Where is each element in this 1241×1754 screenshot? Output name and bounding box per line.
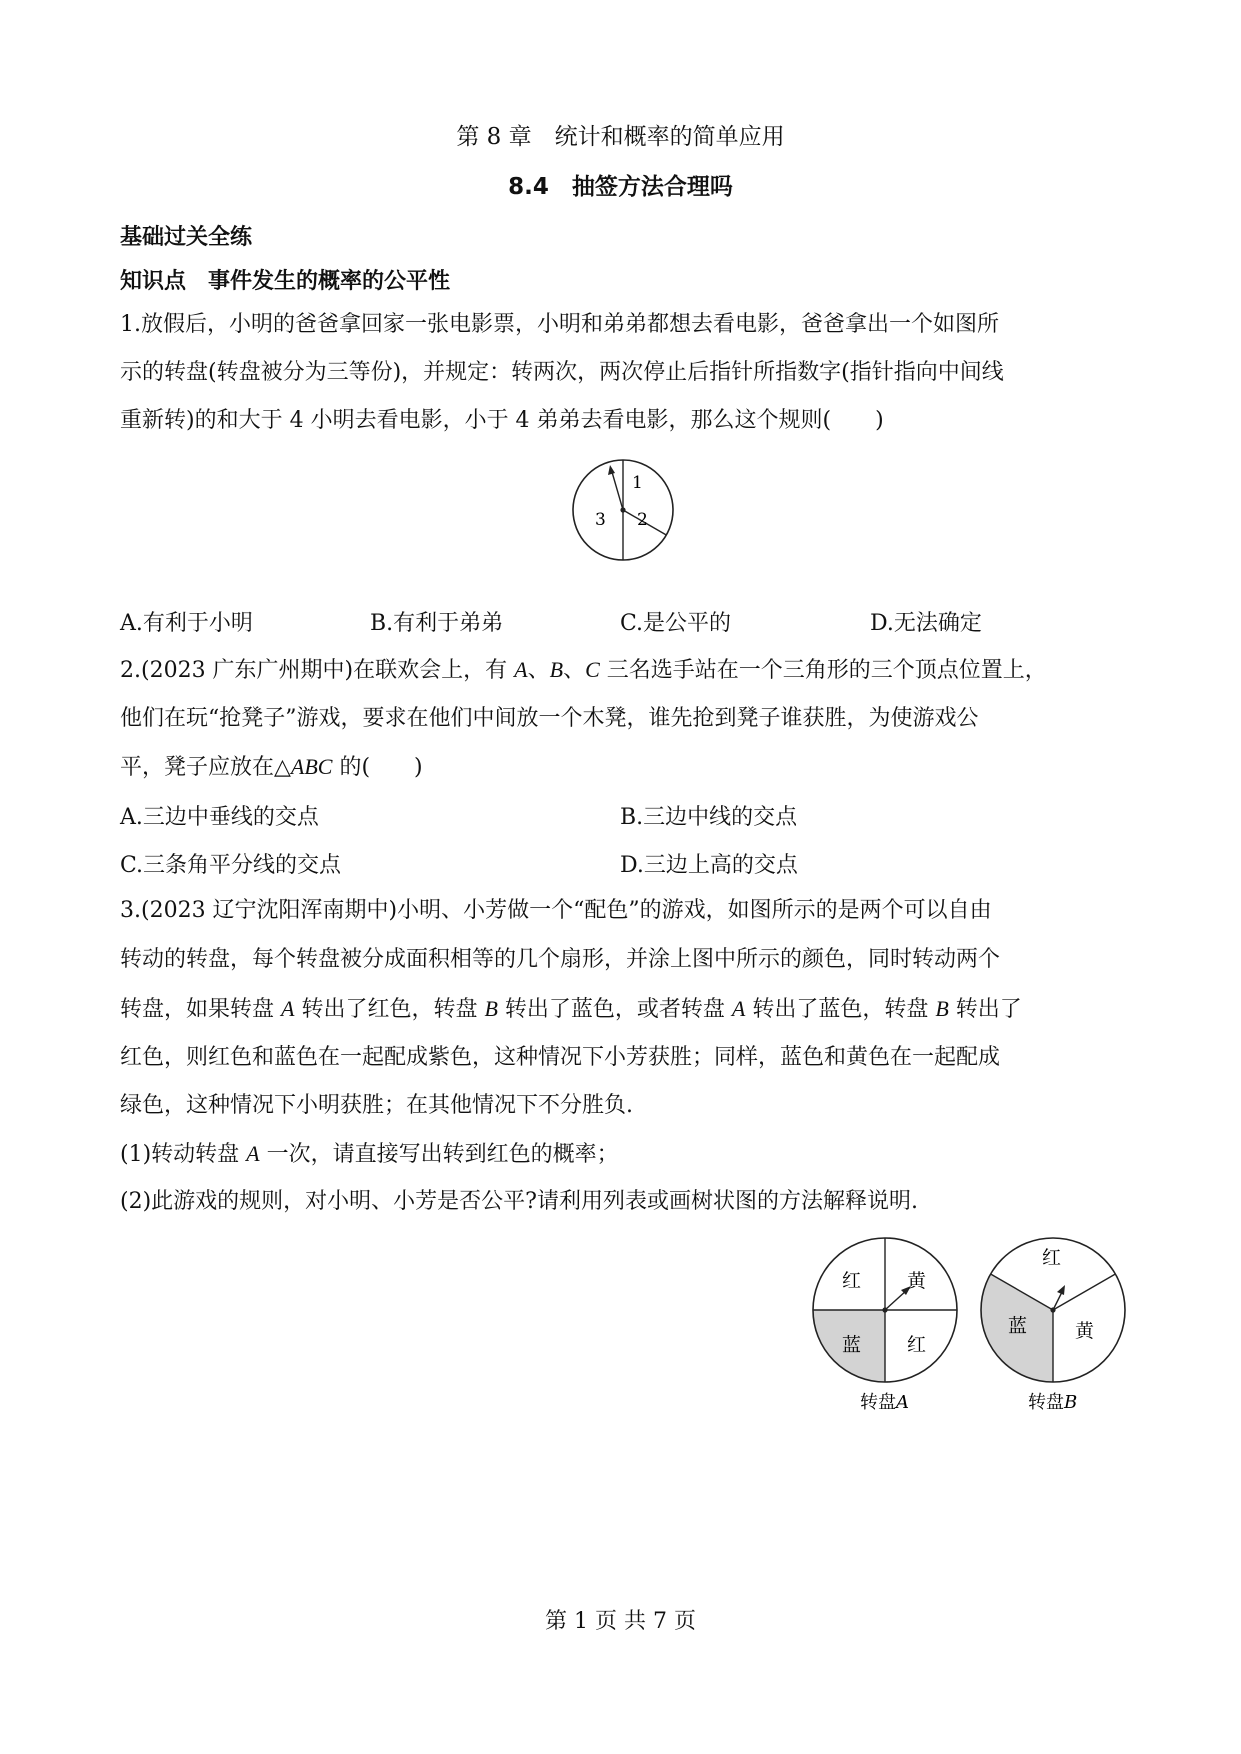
q3-line-2: 转动的转盘，每个转盘被分成面积相等的几个扇形，并涂上图中所示的颜色，同时转动两个 [120,947,1001,972]
page-number: 第 1 页 共 7 页 [545,1609,696,1634]
q3-line-3-text-e: 转出了 [948,997,1022,1022]
q3-line-3-text-c: 转出了蓝色，或者转盘 [497,997,732,1022]
spinner-a-caption [860,1392,909,1413]
q2-line-3 [120,752,423,783]
spinner-a-sector-red-1: 红 [842,1270,862,1292]
spinner-a-caption-text: 转盘 [860,1392,896,1413]
spinner-b-caption-var: B [1064,1392,1078,1413]
q2-triangle-abc: ABC [290,754,333,779]
q2-var-a: A [514,657,528,682]
q1-spinner-label-3: 3 [595,510,606,530]
q1-option-d: D.无法确定 [870,611,982,636]
q2-var-c: C [585,657,600,682]
practice-heading: 基础过关全练 [120,225,253,250]
q3-line-1: 3.(2023 辽宁沈阳浑南期中)小明、小芳做一个“配色”的游戏，如图所示的是两个可以自由 [120,898,992,923]
q2-sep-1: 、 [527,658,550,683]
q2-option-b: B.三边中线的交点 [620,805,798,830]
q3-line-3 [120,994,1022,1025]
spinner-a-caption-var: A [896,1392,909,1413]
q1-option-a: A.有利于小明 [120,611,253,636]
q3-line-5: 绿色，这种情况下小明获胜；在其他情况下不分胜负. [120,1093,633,1118]
q1-line-2: 示的转盘(转盘被分为三等份)，并规定：转两次，两次停止后指针所指数字(指针指向中间线 [120,360,1004,385]
q3-var-a: A [281,996,295,1021]
q1-spinner-label-1: 1 [632,473,643,493]
q2-line-1-text-a: 2.(2023 广东广州期中)在联欢会上，有 [120,658,515,683]
q3-sub-question-2: (2)此游戏的规则，对小明、小芳是否公平?请利用列表或画树状图的方法解释说明. [120,1189,918,1214]
q2-option-c: C.三条角平分线的交点 [120,853,342,878]
spinner-b-sector-yellow: 黄 [1075,1320,1095,1342]
q3-var-b-2: B [935,996,949,1021]
q1-option-b: B.有利于弟弟 [370,611,504,636]
q2-line-1 [120,655,1047,686]
q3-var-a-2: A [731,996,746,1021]
q2-line-2: 他们在玩“抢凳子”游戏，要求在他们中间放一个木凳，谁先抢到凳子谁获胜，为使游戏公 [120,706,979,731]
spinner-a-sector-yellow: 黄 [907,1270,927,1292]
q1-spinner-label-2: 2 [637,510,648,530]
spinner-a [810,1230,960,1415]
spinner-a-sector-blue: 蓝 [842,1334,862,1356]
q2-option-d: D.三边上高的交点 [620,853,798,878]
q3-var-b: B [484,996,498,1021]
q1-line-1: 1.放假后，小明的爸爸拿回家一张电影票，小明和弟弟都想去看电影，爸爸拿出一个如图所 [120,312,999,337]
q1-line-3: 重新转)的和大于 4 小明去看电影，小于 4 弟弟去看电影，那么这个规则( ) [120,408,884,433]
spinner-b-caption [1028,1392,1077,1413]
q1-option-c: C.是公平的 [620,611,732,636]
spinner-b-sector-red: 红 [1042,1247,1062,1269]
q3-sub-1-text-a: (1)转动转盘 [120,1142,247,1167]
q3-sub-question-1 [120,1139,619,1170]
spinner-b-caption-text: 转盘 [1028,1392,1064,1413]
q3-sub-1-var-a: A [246,1141,260,1166]
q2-option-a: A.三边中垂线的交点 [120,805,319,830]
q3-line-3-text-d: 转出了蓝色，转盘 [745,997,936,1022]
q2-line-1-text-b: 三名选手站在一个三角形的三个顶点位置上， [599,658,1047,683]
chapter-title: 第 8 章 统计和概率的简单应用 [456,124,785,150]
spinner-b [978,1230,1128,1415]
spinner-b-sector-blue: 蓝 [1008,1315,1028,1337]
q2-line-3-text-b: 的( ) [332,755,423,780]
q2-sep-2: 、 [563,658,586,683]
q3-line-3-text-b: 转出了红色，转盘 [294,997,485,1022]
spinner-a-sector-red-2: 红 [907,1334,927,1356]
q2-var-b: B [549,657,564,682]
q2-line-3-text-a: 平，凳子应放在△ [120,755,291,780]
section-title: 8.4 抽签方法合理吗 [508,174,733,200]
q1-spinner [568,455,678,565]
knowledge-point-heading: 知识点 事件发生的概率的公平性 [120,269,451,294]
q3-sub-1-text-b: 一次，请直接写出转到红色的概率； [259,1142,619,1167]
q3-line-3-text-a: 转盘，如果转盘 [120,997,281,1022]
q3-line-4: 红色，则红色和蓝色在一起配成紫色，这种情况下小芳获胜；同样，蓝色和黄色在一起配成 [120,1045,1001,1070]
